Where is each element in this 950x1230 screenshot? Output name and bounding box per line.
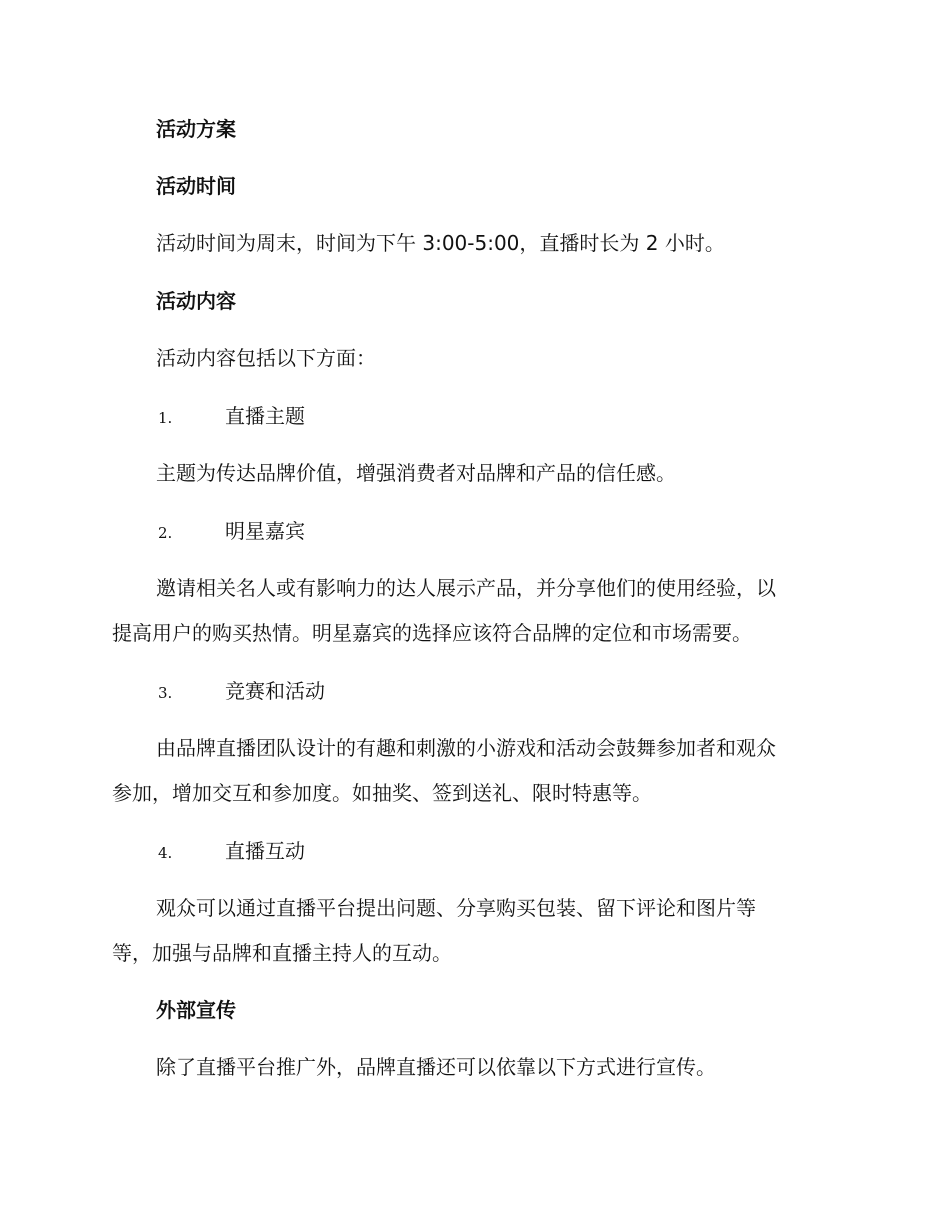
list-item-number: 4.: [158, 844, 173, 862]
paragraph-promotion: 除了直播平台推广外，品牌直播还可以依靠以下方式进行宣传。: [156, 1055, 716, 1079]
section-heading-promotion: 外部宣传: [156, 998, 236, 1022]
document-title: 活动方案: [156, 117, 236, 141]
section-heading-content: 活动内容: [156, 289, 236, 313]
list-item-body-line: 参加，增加交互和参加度。如抽奖、签到送礼、限时特惠等。: [112, 781, 652, 805]
list-item-number: 2.: [158, 524, 173, 542]
list-item-body-line: 观众可以通过直播平台提出问题、分享购买包装、留下评论和图片等: [156, 896, 756, 920]
list-item-body-line: 主题为传达品牌价值，增强消费者对品牌和产品的信任感。: [156, 461, 676, 485]
paragraph-time: 活动时间为周末，时间为下午 3:00-5:00，直播时长为 2 小时。: [156, 231, 725, 255]
list-item-body-line: 提高用户的购买热情。明星嘉宾的选择应该符合品牌的定位和市场需要。: [112, 621, 752, 645]
list-item-title: 竞赛和活动: [225, 679, 325, 703]
list-item-number: 1.: [158, 409, 173, 427]
list-item-number: 3.: [158, 684, 173, 702]
list-item-title: 直播互动: [225, 839, 305, 863]
paragraph-content-intro: 活动内容包括以下方面：: [156, 346, 376, 370]
list-item-body-line: 邀请相关名人或有影响力的达人展示产品，并分享他们的使用经验，以: [156, 576, 776, 600]
list-item-title: 明星嘉宾: [225, 519, 305, 543]
list-item-title: 直播主题: [225, 404, 305, 428]
list-item-body-line: 等，加强与品牌和直播主持人的互动。: [112, 941, 452, 965]
list-item-body-line: 由品牌直播团队设计的有趣和刺激的小游戏和活动会鼓舞参加者和观众: [156, 736, 776, 760]
section-heading-time: 活动时间: [156, 174, 236, 198]
